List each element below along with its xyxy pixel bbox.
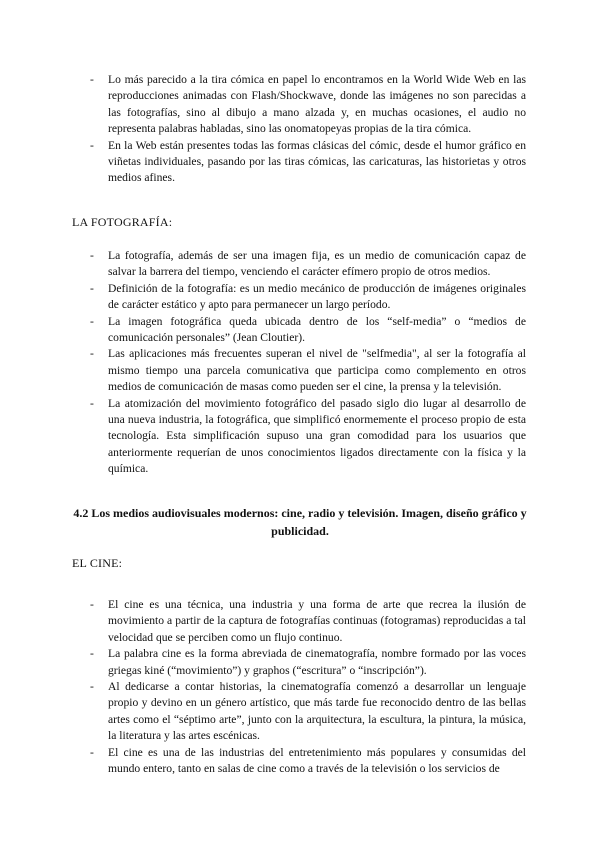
bullet-dash: - (90, 314, 94, 328)
bullet-dash: - (90, 396, 94, 410)
list-item: - La atomización del movimiento fotográfico del pasado siglo dio lugar al desarrollo de una nueva industria, la fotográfica, que simplificó enormemente el proceso propio de esta tecnología. Esta simplificación supuso una gran comodidad para los usuarios que anteriormente requerían de unos conocimientos ligados directamente con la física y la química. (90, 396, 526, 476)
list-item: - Definición de la fotografía: es un medio mecánico de producción de imágenes originales de carácter estático y apto para permanecer un largo período. (90, 281, 526, 312)
list-item: - La imagen fotográfica queda ubicada dentro de los “self-media” o “medios de comunicación personales” (Jean Cloutier). (90, 314, 526, 345)
bullet-dash: - (90, 138, 94, 152)
bullet-dash: - (90, 249, 94, 262)
bullet-dash: - (90, 745, 94, 759)
bullet-list-cine (90, 597, 526, 777)
list-item: - El cine es una de las industrias del entretenimiento más populares y consumidas del mundo entero, tanto en salas de cine como a través de la televisión o los servicios de (90, 745, 526, 776)
list-item: - La fotografía, además de ser una imagen fija, es un medio de comunicación capaz de salvar la barrera del tiempo, venciendo el carácter efímero propio de otros medios. (90, 249, 526, 279)
list-item: - En la Web están presentes todas las formas clásicas del cómic, desde el humor gráfico en viñetas individuales, pasando por las tiras cómicas, las caricaturas, las historietas y otros medios afines. (90, 138, 526, 185)
list-item: - Las aplicaciones más frecuentes superan el nivel de "selfmedia", al ser la fotografía al mismo tiempo una parcela comunicativa que participa como complemento en otros medios de comunicación de masas como pueden ser el cine, la prensa y la televisión. (90, 347, 526, 394)
bullet-dash: - (90, 347, 94, 361)
bullet-dash: - (90, 647, 94, 661)
list-item: - El cine es una técnica, una industria y una forma de arte que recrea la ilusión de movimiento a partir de la captura de fotografías continuas (fotogramas) reproducidas a tal velocidad que se perciben como un flujo continuo. (90, 598, 526, 644)
bullet-list-comic-web (90, 72, 526, 187)
heading-fotografia: LA FOTOGRAFÍA: (72, 215, 173, 229)
heading-cine: EL CINE: (72, 556, 123, 570)
bullet-dash: - (90, 281, 94, 295)
bullet-dash: - (90, 73, 94, 86)
list-item: - Al dedicarse a contar historias, la cinematografía comenzó a desarrollar un lenguaje propio y devino en un género artístico, que más tarde fue reconocido dentro de las bellas artes como el “séptimo arte”, junto con la arquitectura, la escultura, la pintura, la música, la literatura y las artes escénicas. (90, 680, 526, 743)
list-item: - La palabra cine es la forma abreviada de cinematografía, nombre formado por las voces griegas kiné (“movimiento”) y graphos (“escritura” o “inscripción”). (90, 647, 526, 677)
bullet-dash: - (90, 680, 94, 694)
list-item: - Lo más parecido a la tira cómica en papel lo encontramos en la World Wide Web en las reproducciones animadas con Flash/Shockwave, donde las imágenes no son parecidas a las fotografías, sino al dibujo a mano alzada y, en muchas ocasiones, el audio no representa palabras habladas, sino las onomatopeyas propias de la tira cómica. (90, 73, 526, 136)
bullet-list-fotografia (90, 248, 526, 478)
bullet-dash: - (90, 598, 94, 611)
section-title: 4.2 Los medios audiovisuales modernos: cine, radio y televisión. Imagen, diseño gráfico y publicidad. (73, 506, 527, 538)
